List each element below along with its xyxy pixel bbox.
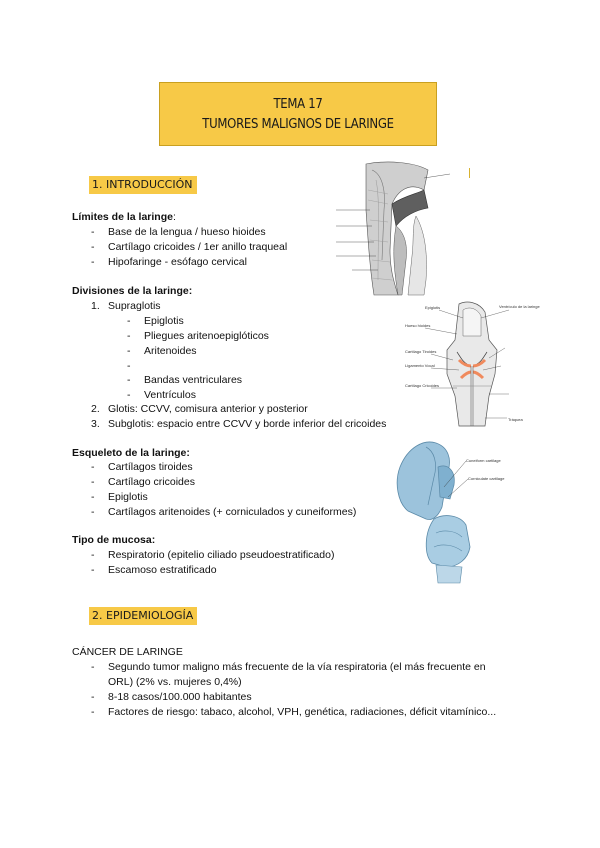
list-item: Escamoso estratificado — [108, 564, 217, 576]
list-item: Epiglotis — [144, 315, 184, 327]
list-item: Bandas ventriculares — [144, 374, 243, 386]
bullet-dash: - — [91, 661, 95, 673]
fig-label: Epiglotis — [425, 305, 441, 310]
list-item: Base de la lengua / hueso hioides — [108, 226, 266, 238]
list-number: 2. — [91, 403, 100, 415]
fig-label: Tráquea — [508, 417, 523, 422]
decorative-tick — [469, 168, 470, 178]
larynx-cartilage-figure — [378, 437, 528, 585]
list-item: Segundo tumor maligno más frecuente de la vía respiratoria (el más frecuente en — [108, 661, 486, 673]
bullet-dash: - — [91, 549, 95, 561]
fig-label: Ligamento Vocal — [405, 363, 435, 368]
bullet-dash: - — [127, 345, 131, 357]
larynx-coronal-figure — [405, 300, 540, 428]
list-item: Subglotis: espacio entre CCVV y borde inferior del cricoides — [108, 418, 387, 430]
fig-label: Corniculate cartilage — [468, 476, 505, 481]
title-box — [159, 82, 437, 146]
bullet-dash: - — [91, 226, 95, 238]
bullet-dash: - — [91, 691, 95, 703]
fig-label: Ventrículo de la laringe — [499, 304, 540, 309]
list-number: 3. — [91, 418, 100, 430]
bullet-dash: - — [91, 491, 95, 503]
list-item: Cartílagos tiroides — [108, 461, 193, 473]
bullet-dash: - — [127, 330, 131, 342]
list-item: Glotis: CCVV, comisura anterior y posterior — [108, 403, 308, 415]
divisiones-heading: Divisiones de la laringe: — [72, 285, 193, 297]
limites-heading — [72, 211, 176, 224]
bullet-dash: - — [127, 374, 131, 386]
list-item: Aritenoides — [144, 345, 197, 357]
esqueleto-heading: Esqueleto de la laringe: — [72, 447, 190, 459]
bullet-dash: - — [127, 389, 131, 401]
larynx-sagittal-figure — [332, 160, 452, 295]
section-heading-introduccion: 1. INTRODUCCIÓN — [89, 176, 197, 194]
bullet-dash: - — [127, 360, 131, 372]
list-item: Supraglotis — [108, 300, 161, 312]
list-number: 1. — [91, 300, 100, 312]
list-item: Ventrículos — [144, 389, 196, 401]
bullet-dash: - — [91, 461, 95, 473]
list-item-continuation: ORL) (2% vs. mujeres 0,4%) — [108, 676, 242, 688]
title-line-1: TEMA 17 — [273, 97, 323, 112]
title-line-2: TUMORES MALIGNOS DE LARINGE — [202, 117, 394, 132]
bullet-dash: - — [91, 564, 95, 576]
bullet-dash: - — [91, 256, 95, 268]
bullet-dash: - — [91, 476, 95, 488]
fig-label: Cuneiform cartilage — [466, 458, 501, 463]
list-item: Factores de riesgo: tabaco, alcohol, VPH, genética, radiaciones, déficit vitamínico... — [108, 706, 497, 718]
list-item: Cartílagos aritenoides (+ corniculados y cuneiformes) — [108, 506, 357, 518]
bullet-dash: - — [91, 506, 95, 518]
mucosa-heading: Tipo de mucosa: — [72, 534, 156, 546]
list-item: Hipofaringe - esófago cervical — [108, 256, 247, 268]
limites-colon: : — [172, 211, 176, 223]
list-item: Respiratorio (epitelio ciliado pseudoestratificado) — [108, 549, 335, 561]
fig-label: Cartílago Tiroides — [405, 349, 437, 354]
list-item: Cartílago cricoides / 1er anillo traqueal — [108, 241, 288, 253]
list-item: Cartílago cricoides — [108, 476, 195, 488]
list-item: Epiglotis — [108, 491, 148, 503]
fig-label: Hueso hioides — [405, 323, 431, 328]
cancer-subtitle: CÁNCER DE LARINGE — [72, 646, 183, 658]
bullet-dash: - — [91, 706, 95, 718]
list-item: Pliegues aritenoepiglóticos — [144, 330, 269, 342]
limites-title: Límites de la laringe — [72, 211, 173, 223]
list-item: 8-18 casos/100.000 habitantes — [108, 691, 252, 703]
bullet-dash: - — [127, 315, 131, 327]
fig-label: Cartílago Cricoides — [405, 383, 440, 388]
bullet-dash: - — [91, 241, 95, 253]
section-heading-epidemiologia: 2. EPIDEMIOLOGÍA — [89, 607, 197, 625]
